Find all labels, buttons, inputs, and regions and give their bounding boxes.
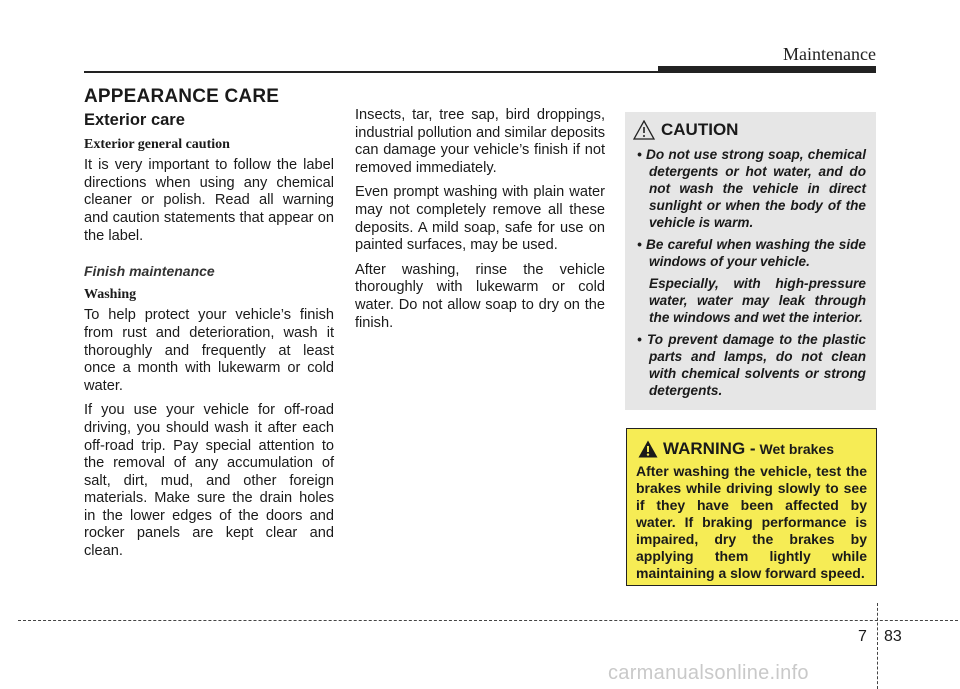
warning-title: WARNING - [663,439,756,458]
off-road-paragraph: If you use your vehicle for off-road driving, you should wash it after each off-road trip. Pay special attention to the removal of any accumulation of salt, dirt, mud, and other foreign materials. Make sure the drain holes in the lower edges of the doors and rocker panels are kept clear and clean. [84,402,334,560]
washing-subheading: Washing [84,286,137,302]
caution-list [633,146,866,399]
page-number: 83 [884,628,902,645]
washing-paragraph: To help protect your vehicle’s finish from rust and deterioration, wash it thoroughly and frequently at least once a month with lukewarm or cold water. [84,307,334,394]
header-rule [84,71,684,73]
caution-title: CAUTION [661,120,739,139]
caution-header [633,120,866,140]
caution-item: • To prevent damage to the plastic parts and lamps, do not clean with chemical solvents or strong detergents. [637,332,866,398]
header-rule-thick [658,66,876,73]
chapter-number: 7 [858,628,867,645]
warning-header [636,439,867,459]
exterior-care-heading: Exterior care [84,111,185,129]
finish-maintenance-heading: Finish maintenance [84,263,215,280]
caution-item: • Be careful when washing the side windows of your vehicle. Especially, with high-pressure water, water may leak through the windows and wet the interior. [637,237,866,325]
middle-column [355,107,605,339]
footer-divider [877,603,878,689]
label-directions-paragraph: It is very important to follow the label directions when using any chemical cleaner or polish. Read all warning and caution statements that appear on the label. [84,157,334,244]
section-title: APPEARANCE CARE [84,86,280,107]
caution-item: • Do not use strong soap, chemical detergents or hot water, and do not wash the vehicle in direct sunlight or when the body of the vehicle is warm. [637,147,866,230]
deposits-paragraph: Insects, tar, tree sap, bird droppings, industrial pollution and similar deposits can damage your vehicle’s finish if not removed immediately. [355,107,605,176]
watermark: carmanualsonline.info [608,662,809,684]
caution-triangle-icon [633,120,655,140]
caution-box [625,112,876,410]
caution-item-extra: Especially, with high-pressure water, water may leak through the windows and wet the interior. [649,276,866,325]
warning-box [626,428,877,586]
exterior-caution-subheading: Exterior general caution [84,136,230,152]
warning-text: After washing the vehicle, test the brakes while driving slowly to see if they have been affected by water. If braking performance is impaired, dry the brakes by applying them lightly while maintaining a slow forward speed. [636,463,867,581]
rinse-paragraph: After washing, rinse the vehicle thoroughly with lukewarm or cold water. Do not allow soap to dry on the finish. [355,261,605,331]
prompt-washing-paragraph: Even prompt washing with plain water may not completely remove all these deposits. A mild soap, safe for use on painted surfaces, may be used. [355,184,605,254]
header-title: Maintenance [783,44,876,64]
warning-triangle-icon [638,440,658,458]
warning-subtitle: Wet brakes [759,441,834,457]
footer-rule [18,620,958,621]
left-column [84,108,334,568]
